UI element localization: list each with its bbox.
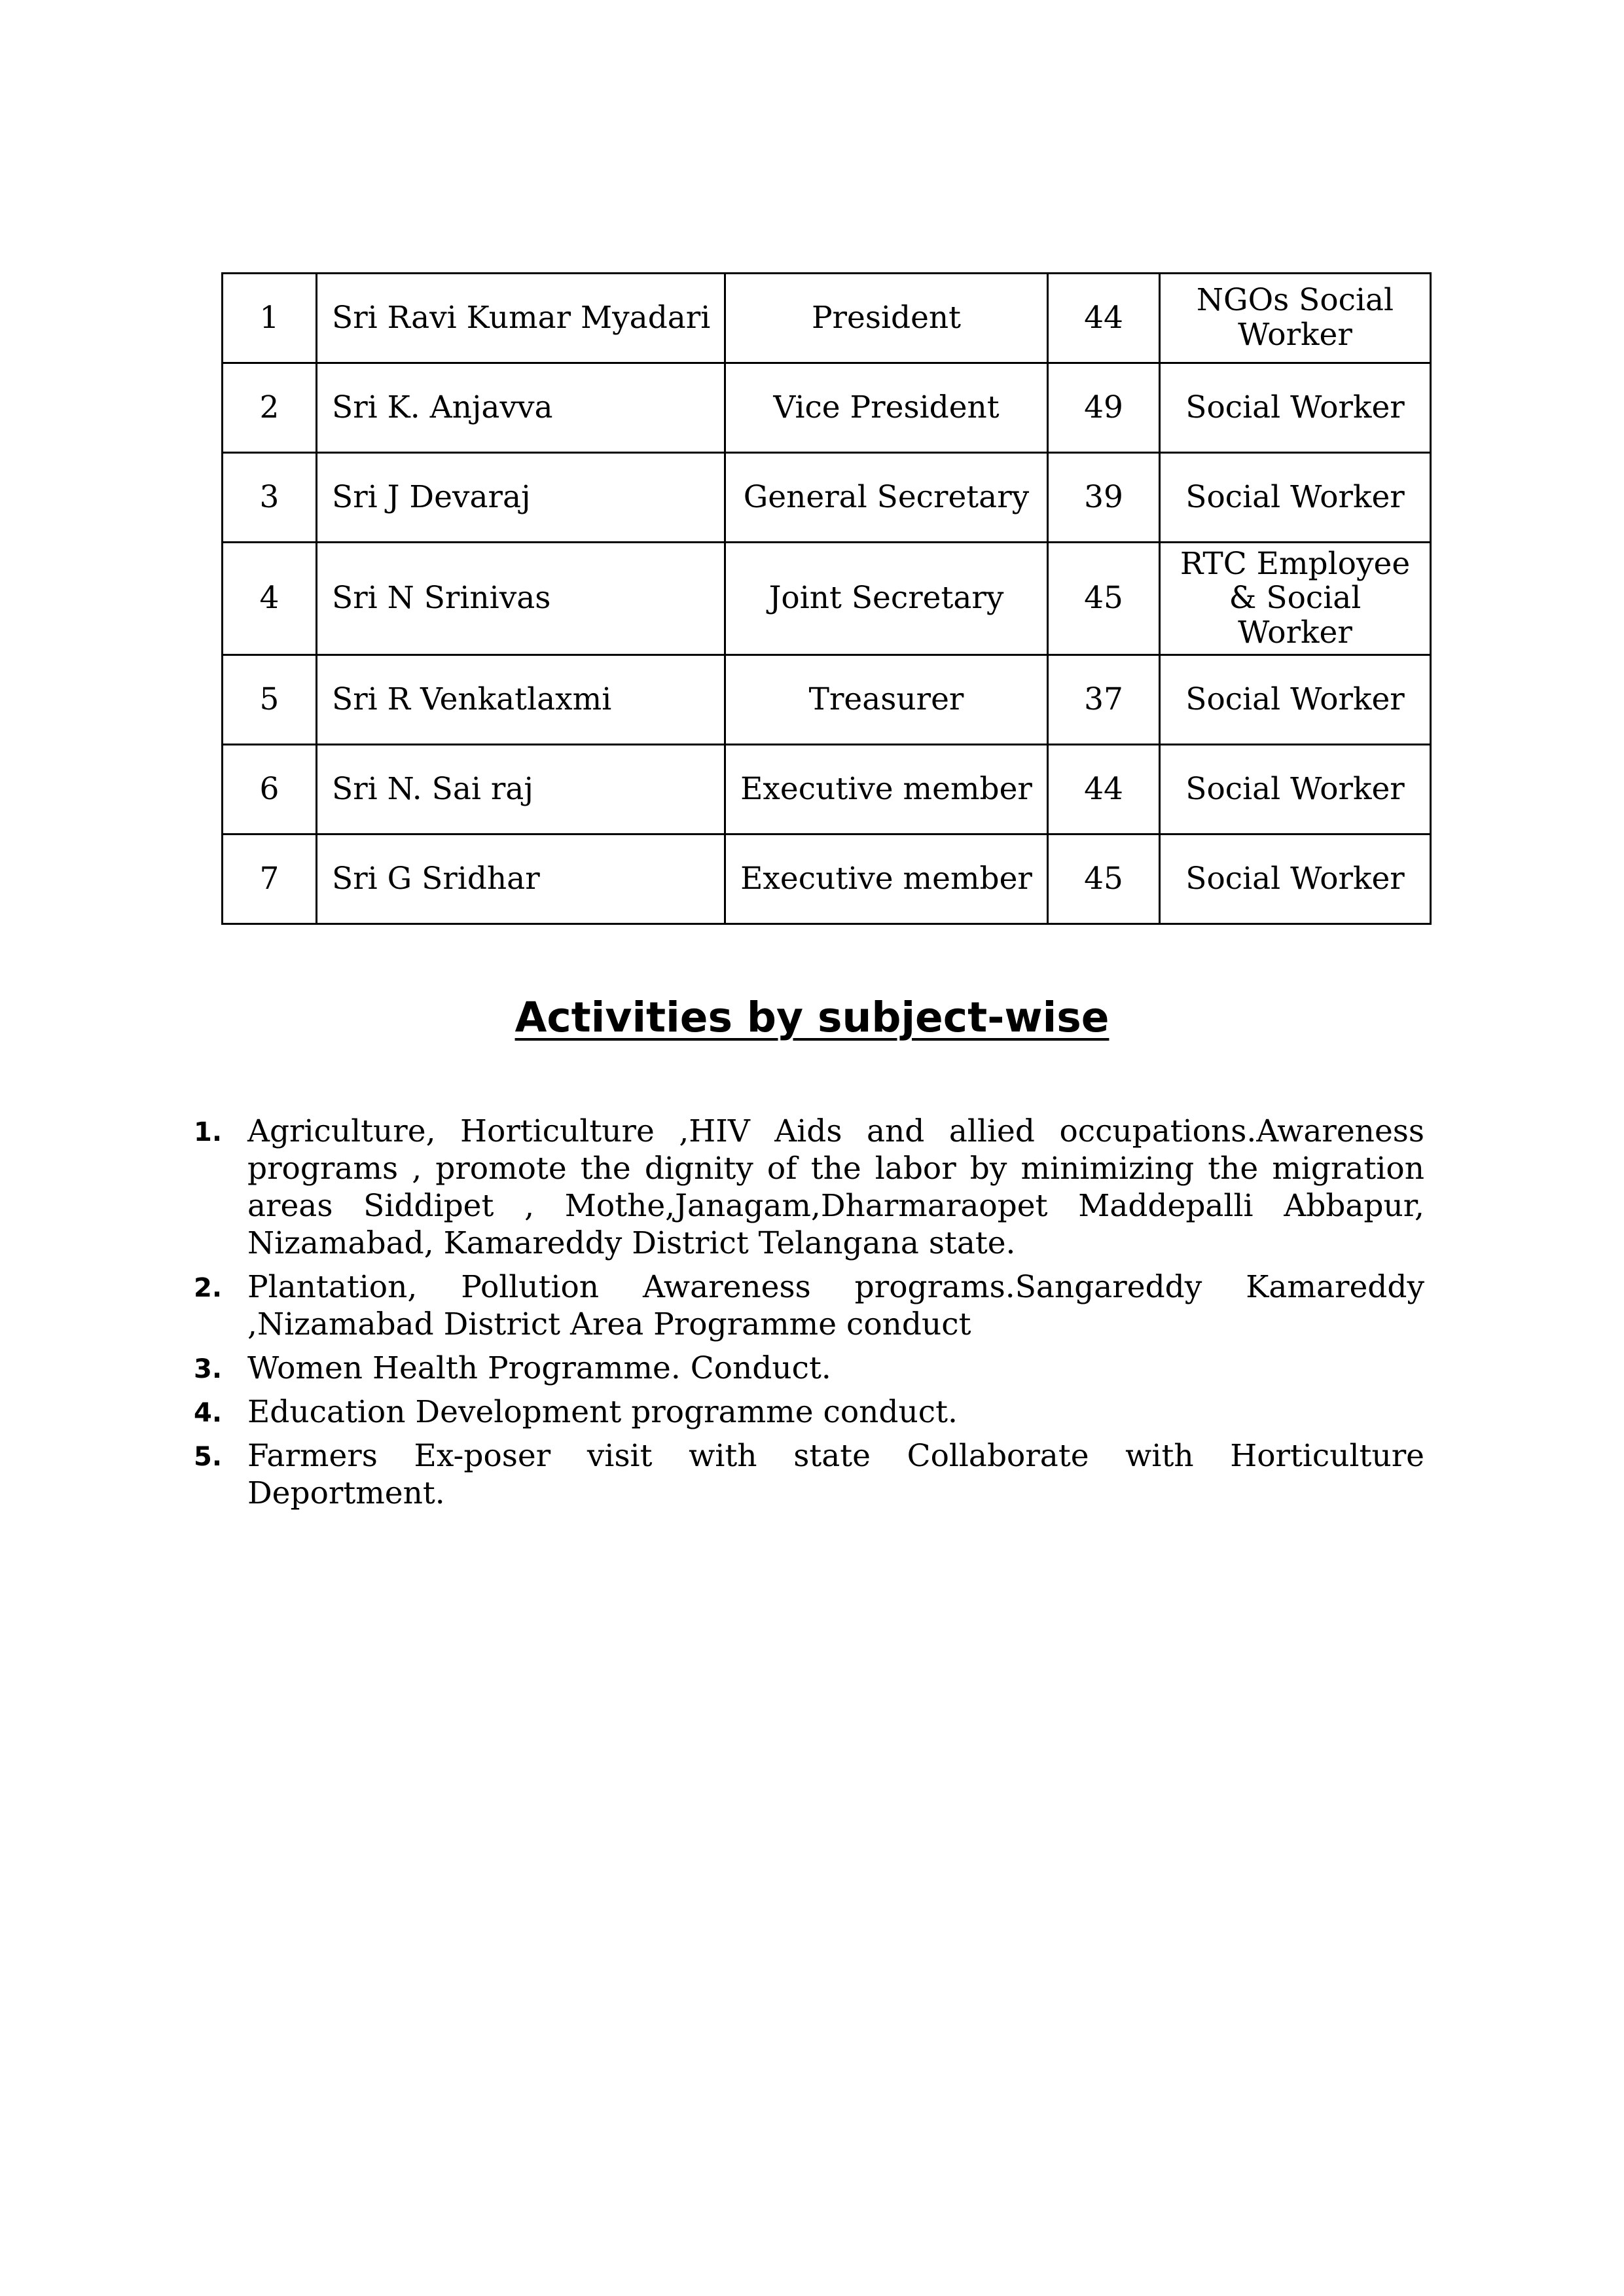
member-age: 39 [1048, 453, 1160, 543]
member-number: 4 [223, 543, 317, 655]
list-item-number: 2. [194, 1273, 223, 1303]
member-occupation: RTC Employee & Social Worker [1160, 543, 1431, 655]
member-number: 5 [223, 655, 317, 745]
list-item-text: Women Health Programme. Conduct. [247, 1350, 831, 1386]
member-name: Sri K. Anjavva [317, 363, 725, 453]
list-item-number: 5. [194, 1442, 223, 1472]
list-item-number: 3. [194, 1354, 223, 1384]
member-designation: President [725, 274, 1048, 363]
member-designation: Joint Secretary [725, 543, 1048, 655]
list-item [194, 1268, 1424, 1343]
table-row [223, 834, 1431, 924]
member-name: Sri Ravi Kumar Myadari [317, 274, 725, 363]
list-item [194, 1113, 1424, 1262]
member-occupation: NGOs Social Worker [1160, 274, 1431, 363]
table-row [223, 655, 1431, 745]
member-designation: Executive member [725, 834, 1048, 924]
member-number: 7 [223, 834, 317, 924]
member-name: Sri N Srinivas [317, 543, 725, 655]
activities-list [194, 1113, 1424, 1518]
member-name: Sri R Venkatlaxmi [317, 655, 725, 745]
member-age: 49 [1048, 363, 1160, 453]
member-number: 1 [223, 274, 317, 363]
member-age: 45 [1048, 543, 1160, 655]
member-occupation: Social Worker [1160, 745, 1431, 834]
list-item [194, 1437, 1424, 1512]
list-item-text: Agriculture, Horticulture ,HIV Aids and allied occupations.Awareness programs , promote the dignity of the labor by minimizing the migration areas Siddipet , Mothe,Janagam,Dharmaraopet Maddepalli Abbapur, Nizamabad, Kamareddy District Telangana state. [247, 1113, 1424, 1261]
list-item [194, 1393, 1424, 1431]
member-occupation: Social Worker [1160, 655, 1431, 745]
list-item-text: Education Development programme conduct. [247, 1394, 958, 1430]
table-row [223, 274, 1431, 363]
member-designation: General Secretary [725, 453, 1048, 543]
table-row [223, 543, 1431, 655]
list-item-number: 1. [194, 1117, 223, 1147]
list-item [194, 1350, 1424, 1387]
member-occupation: Social Worker [1160, 453, 1431, 543]
member-name: Sri G Sridhar [317, 834, 725, 924]
member-number: 2 [223, 363, 317, 453]
member-designation: Treasurer [725, 655, 1048, 745]
member-age: 44 [1048, 274, 1160, 363]
member-age: 45 [1048, 834, 1160, 924]
member-number: 6 [223, 745, 317, 834]
member-designation: Executive member [725, 745, 1048, 834]
member-name: Sri N. Sai raj [317, 745, 725, 834]
table-row [223, 745, 1431, 834]
member-number: 3 [223, 453, 317, 543]
list-item-text: Farmers Ex-poser visit with state Collaborate with Horticulture Deportment. [247, 1438, 1424, 1511]
member-designation: Vice President [725, 363, 1048, 453]
member-name: Sri J Devaraj [317, 453, 725, 543]
member-age: 37 [1048, 655, 1160, 745]
table-row [223, 453, 1431, 543]
member-age: 44 [1048, 745, 1160, 834]
list-item-number: 4. [194, 1398, 223, 1428]
members-table [221, 272, 1432, 925]
section-heading: Activities by subject-wise [514, 994, 1110, 1041]
member-occupation: Social Worker [1160, 363, 1431, 453]
table-row [223, 363, 1431, 453]
member-occupation: Social Worker [1160, 834, 1431, 924]
list-item-text: Plantation, Pollution Awareness programs.Sangareddy Kamareddy ,Nizamabad District Area Programme conduct [247, 1269, 1424, 1342]
